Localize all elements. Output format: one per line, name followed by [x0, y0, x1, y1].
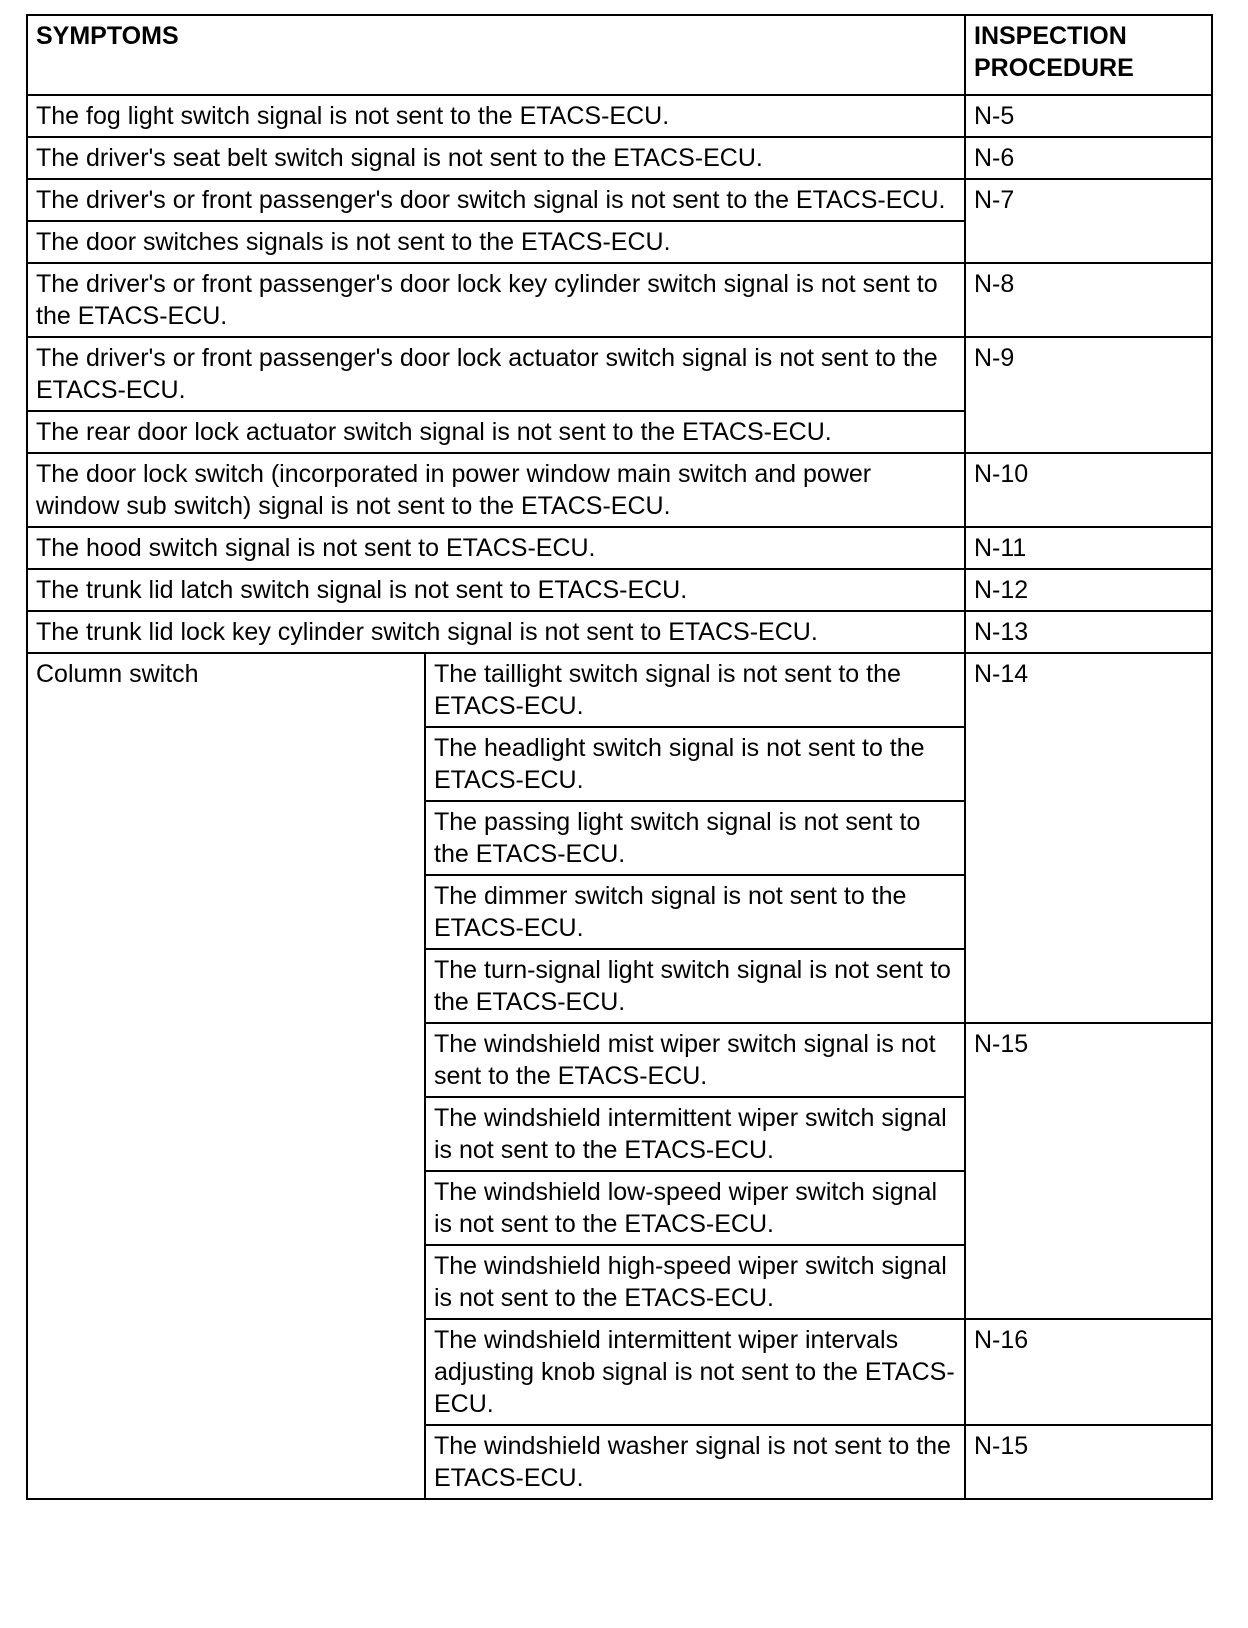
- procedure-cell: N-10: [965, 453, 1212, 527]
- procedure-cell: N-15: [965, 1023, 1212, 1319]
- symptom-cell: The fog light switch signal is not sent to the ETACS-ECU.: [27, 95, 965, 137]
- table-row: [27, 337, 1212, 411]
- procedure-cell: N-5: [965, 95, 1212, 137]
- table-row: [27, 179, 1212, 221]
- column-switch-label: Column switch: [27, 653, 425, 1499]
- table-row: [27, 569, 1212, 611]
- procedure-cell: N-16: [965, 1319, 1212, 1425]
- symptom-cell: The windshield low-speed wiper switch signal is not sent to the ETACS-ECU.: [425, 1171, 965, 1245]
- symptom-cell: The door lock switch (incorporated in power window main switch and power window sub switch) signal is not sent to the ETACS-ECU.: [27, 453, 965, 527]
- symptom-cell: The windshield washer signal is not sent to the ETACS-ECU.: [425, 1425, 965, 1499]
- symptom-cell: The driver's seat belt switch signal is not sent to the ETACS-ECU.: [27, 137, 965, 179]
- procedure-cell: N-8: [965, 263, 1212, 337]
- symptoms-table: [26, 14, 1213, 1500]
- table-row: [27, 611, 1212, 653]
- symptom-cell: The headlight switch signal is not sent to the ETACS-ECU.: [425, 727, 965, 801]
- procedure-cell: N-7: [965, 179, 1212, 263]
- procedure-cell: N-13: [965, 611, 1212, 653]
- symptom-cell: The windshield mist wiper switch signal is not sent to the ETACS-ECU.: [425, 1023, 965, 1097]
- table-row: [27, 263, 1212, 337]
- procedure-cell: N-6: [965, 137, 1212, 179]
- procedure-cell: N-15: [965, 1425, 1212, 1499]
- procedure-cell: N-12: [965, 569, 1212, 611]
- symptom-cell: The door switches signals is not sent to the ETACS-ECU.: [27, 221, 965, 263]
- symptom-cell: The windshield intermittent wiper intervals adjusting knob signal is not sent to the ETACS-ECU.: [425, 1319, 965, 1425]
- symptom-cell: The windshield high-speed wiper switch signal is not sent to the ETACS-ECU.: [425, 1245, 965, 1319]
- procedure-cell: N-11: [965, 527, 1212, 569]
- symptom-cell: The dimmer switch signal is not sent to the ETACS-ECU.: [425, 875, 965, 949]
- table-row: [27, 527, 1212, 569]
- symptom-cell: The trunk lid latch switch signal is not sent to ETACS-ECU.: [27, 569, 965, 611]
- symptom-cell: The driver's or front passenger's door lock key cylinder switch signal is not sent to the ETACS-ECU.: [27, 263, 965, 337]
- header-symptoms: SYMPTOMS: [27, 15, 965, 95]
- symptom-cell: The hood switch signal is not sent to ETACS-ECU.: [27, 527, 965, 569]
- symptom-cell: The taillight switch signal is not sent to the ETACS-ECU.: [425, 653, 965, 727]
- header-inspection-procedure: INSPECTION PROCEDURE: [965, 15, 1212, 95]
- procedure-cell: N-9: [965, 337, 1212, 453]
- symptom-cell: The passing light switch signal is not sent to the ETACS-ECU.: [425, 801, 965, 875]
- table-row: [27, 137, 1212, 179]
- procedure-cell: N-14: [965, 653, 1212, 1023]
- symptom-cell: The driver's or front passenger's door lock actuator switch signal is not sent to the ETACS-ECU.: [27, 337, 965, 411]
- table-header-row: [27, 15, 1212, 95]
- symptom-cell: The rear door lock actuator switch signal is not sent to the ETACS-ECU.: [27, 411, 965, 453]
- symptom-cell: The turn-signal light switch signal is not sent to the ETACS-ECU.: [425, 949, 965, 1023]
- table-row: [27, 95, 1212, 137]
- symptom-cell: The trunk lid lock key cylinder switch signal is not sent to ETACS-ECU.: [27, 611, 965, 653]
- symptom-cell: The windshield intermittent wiper switch signal is not sent to the ETACS-ECU.: [425, 1097, 965, 1171]
- symptom-cell: The driver's or front passenger's door switch signal is not sent to the ETACS-ECU.: [27, 179, 965, 221]
- table-row: [27, 453, 1212, 527]
- table-row: [27, 653, 1212, 727]
